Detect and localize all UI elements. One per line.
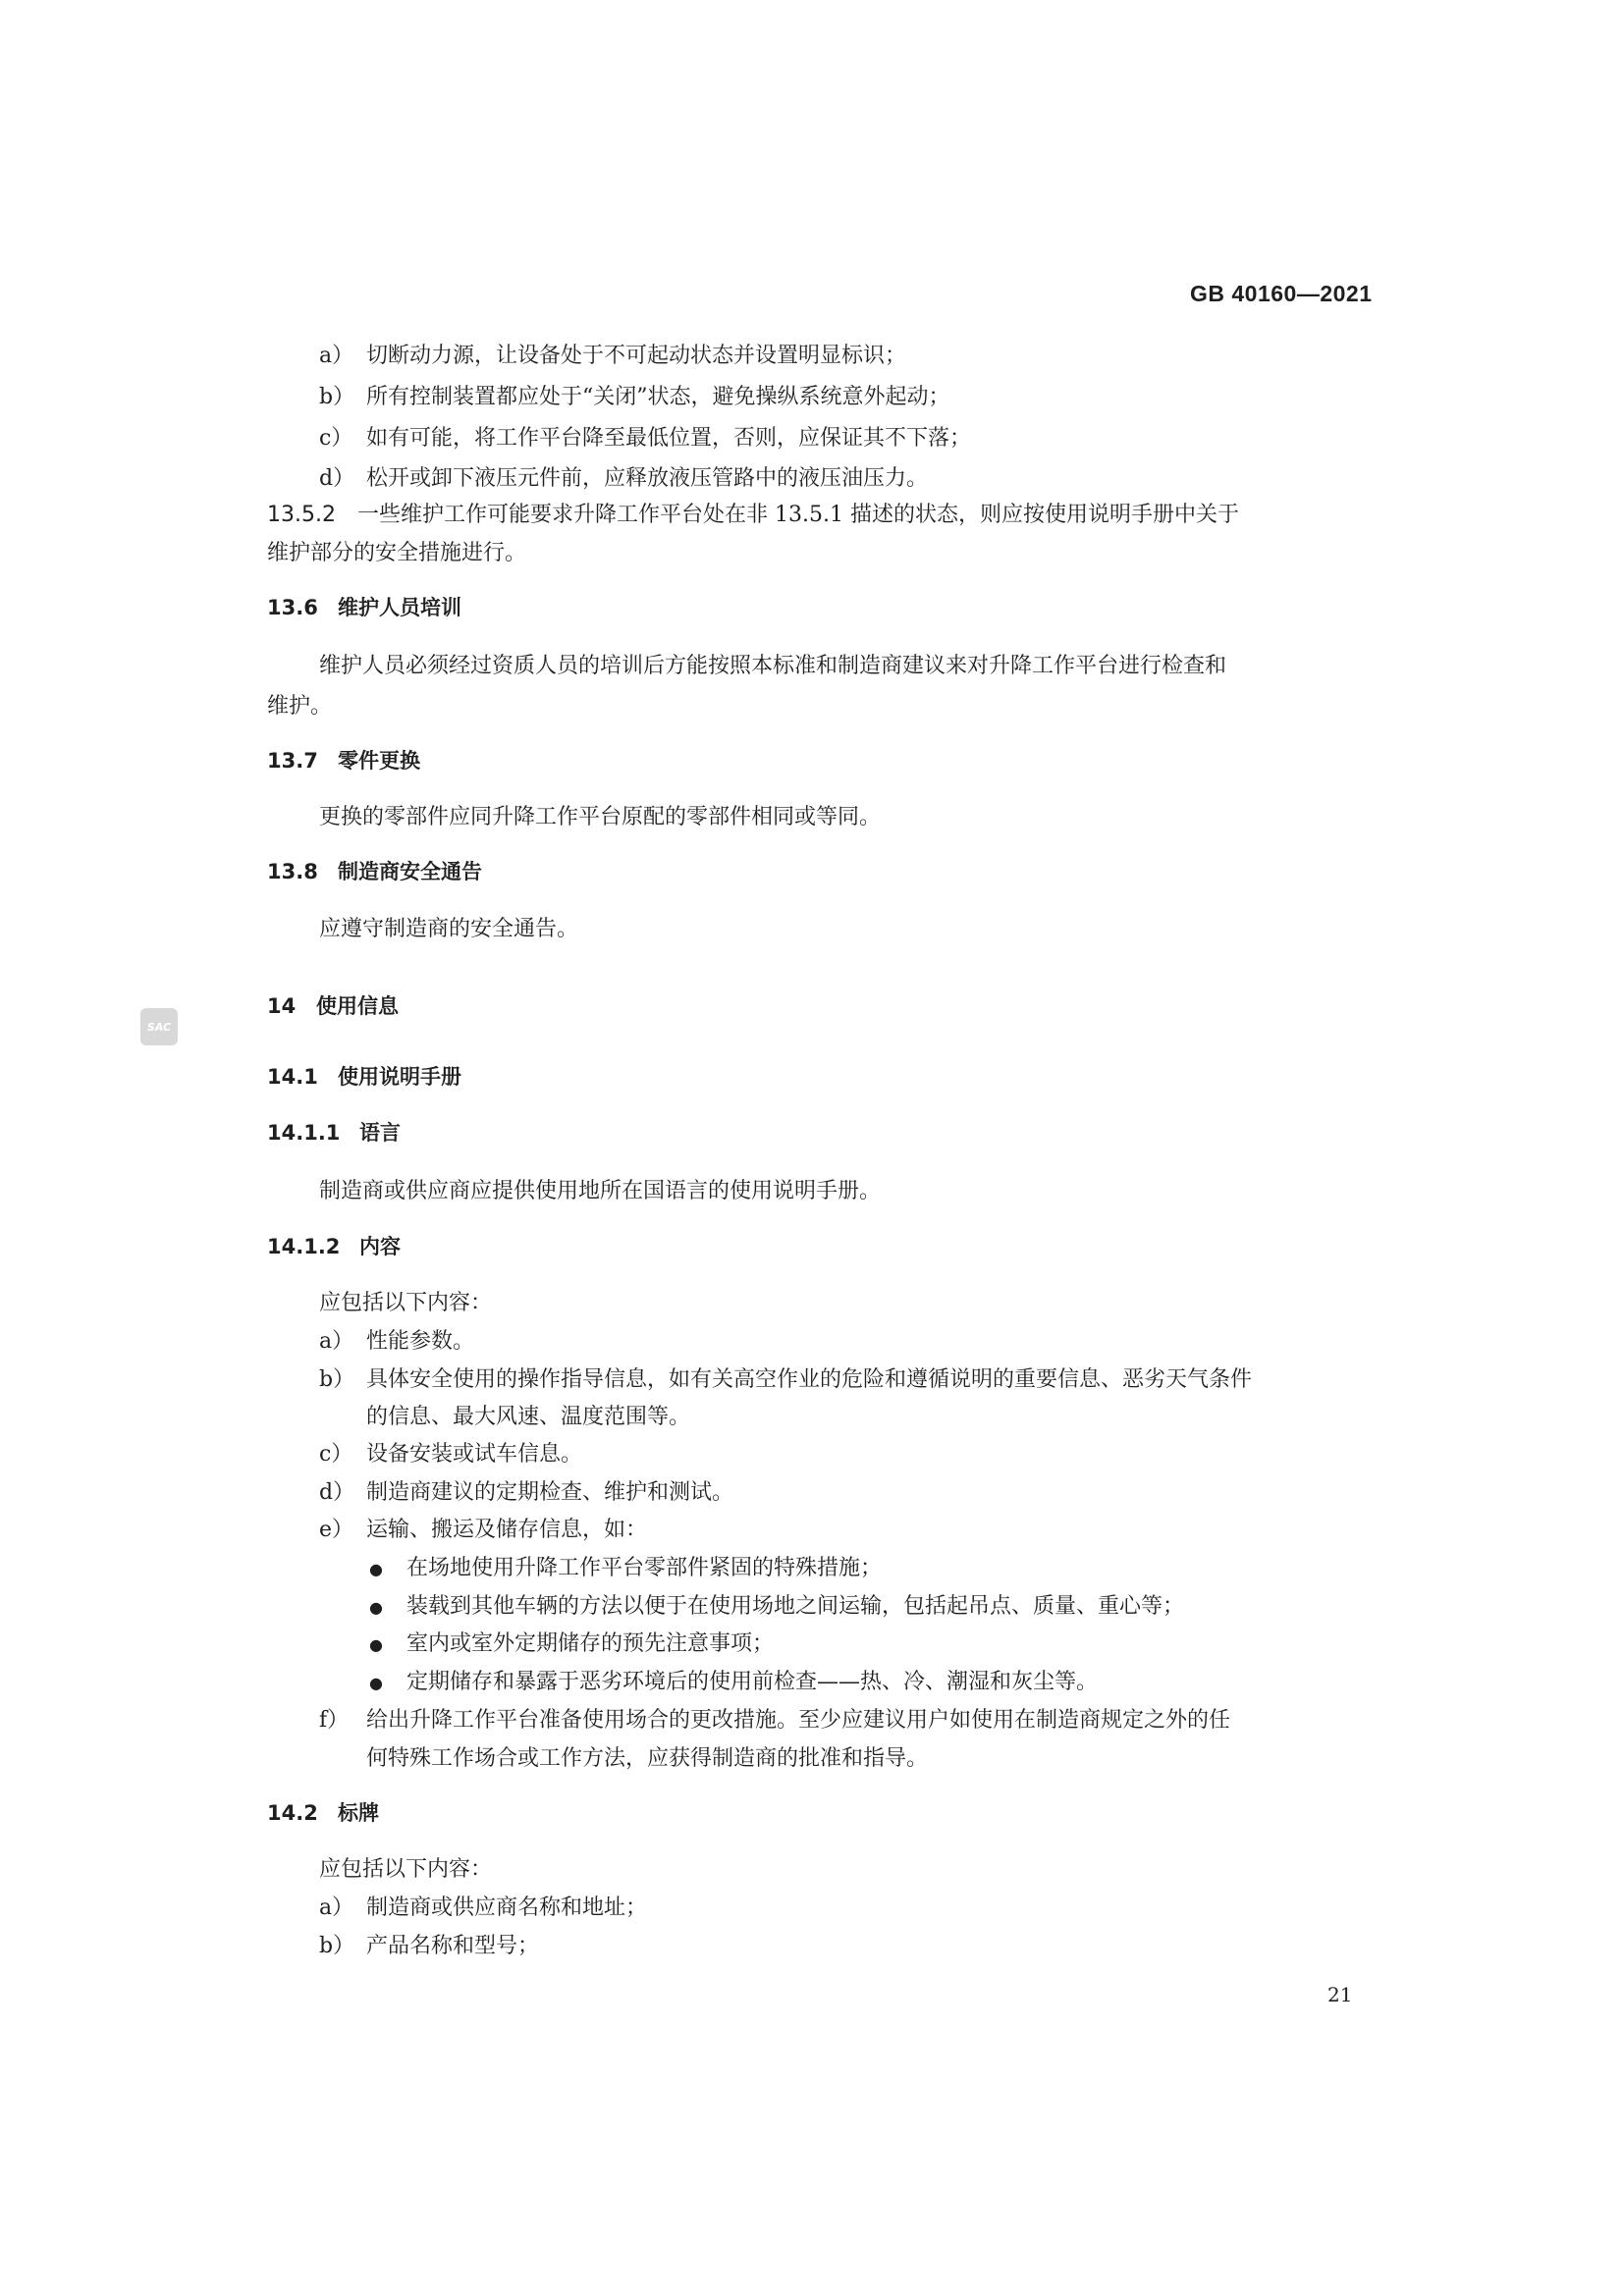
section-heading-13-8: 13.8 制造商安全通告 <box>267 860 482 883</box>
paragraph: 应遵守制造商的安全通告。 <box>319 917 579 941</box>
page-number: 21 <box>1327 1983 1353 2006</box>
section-heading-14-1-2: 14.1.2 内容 <box>267 1235 401 1258</box>
list-item: c） 设备安装或试车信息。 <box>319 1442 583 1467</box>
section-heading-13-7: 13.7 零件更换 <box>267 749 420 773</box>
bullet-item: ● 装载到其他车辆的方法以便于在使用场地之间运输，包括起吊点、质量、重心等； <box>369 1592 1184 1623</box>
section-heading-13-6: 13.6 维护人员培训 <box>267 596 461 619</box>
bullet-icon: ● <box>369 1560 383 1578</box>
clause-number: 13.5.2 <box>267 503 336 527</box>
list-item: b） 产品名称和型号； <box>319 1934 540 1958</box>
list-item: d） 松开或卸下液压元件前，应释放液压管路中的液压油压力。 <box>319 466 929 491</box>
paragraph: 维护人员必须经过资质人员的培训后方能按照本标准和制造商建议来对升降工作平台进行检查和 <box>319 654 1227 678</box>
list-item: a） 性能参数。 <box>319 1329 475 1354</box>
list-item: e） 运输、搬运及储存信息，如： <box>319 1518 648 1542</box>
bullet-icon: ● <box>369 1635 383 1654</box>
intro-text: 应包括以下内容： <box>319 1291 493 1315</box>
bullet-item: ● 在场地使用升降工作平台零部件紧固的特殊措施； <box>369 1554 882 1584</box>
list-item: d） 制造商建议的定期检查、维护和测试。 <box>319 1480 734 1505</box>
chapter-heading-14: 14 使用信息 <box>267 994 399 1018</box>
paragraph: 制造商或供应商应提供使用地所在国语言的使用说明手册。 <box>319 1179 882 1203</box>
list-item-cont: 何特殊工作场合或工作方法，应获得制造商的批准和指导。 <box>366 1746 929 1771</box>
clause-13-5-2-cont: 维护部分的安全措施进行。 <box>267 541 527 565</box>
intro-text: 应包括以下内容： <box>319 1857 493 1882</box>
standard-number: GB 40160—2021 <box>1190 281 1373 306</box>
sac-logo: SAC <box>140 1008 178 1045</box>
bullet-icon: ● <box>369 1598 383 1617</box>
section-heading-14-1-1: 14.1.1 语言 <box>267 1121 401 1145</box>
list-item-cont: 的信息、最大风速、温度范围等。 <box>366 1405 691 1429</box>
paragraph: 更换的零部件应同升降工作平台原配的零部件相同或等同。 <box>319 805 882 829</box>
list-item: b） 具体安全使用的操作指导信息，如有关高空作业的危险和遵循说明的重要信息、恶劣天气条件 <box>319 1367 1253 1392</box>
list-item: a） 切断动力源，让设备处于不可起动状态并设置明显标识； <box>319 344 907 368</box>
list-item: f） 给出升降工作平台准备使用场合的更改措施。至少应建议用户如使用在制造商规定之外的任 <box>319 1708 1231 1733</box>
bullet-item: ● 定期储存和暴露于恶劣环境后的使用前检查——热、冷、潮湿和灰尘等。 <box>369 1668 1098 1698</box>
section-heading-14-1: 14.1 使用说明手册 <box>267 1065 461 1089</box>
list-item: c） 如有可能，将工作平台降至最低位置，否则，应保证其不下落； <box>319 426 972 451</box>
list-item: b） 所有控制装置都应处于“关闭”状态，避免操纵系统意外起动； <box>319 385 950 409</box>
bullet-item: ● 室内或室外定期储存的预先注意事项； <box>369 1629 774 1660</box>
bullet-icon: ● <box>369 1674 383 1692</box>
section-heading-14-2: 14.2 标牌 <box>267 1801 379 1825</box>
clause-13-5-2: 13.5.2 一些维护工作可能要求升降工作平台处在非 13.5.1 描述的状态，则应按使用说明手册中关于 <box>267 503 1239 527</box>
paragraph-cont: 维护。 <box>267 694 333 719</box>
list-item: a） 制造商或供应商名称和地址； <box>319 1896 648 1920</box>
